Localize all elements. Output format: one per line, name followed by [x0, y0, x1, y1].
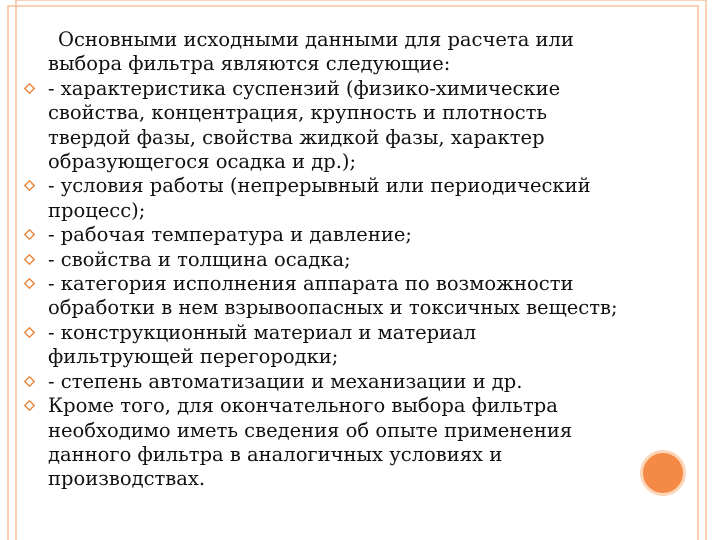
diamond-bullet-icon — [24, 327, 35, 338]
list-item — [24, 174, 624, 223]
list-item — [24, 321, 624, 370]
list-item — [24, 272, 624, 321]
list-item — [24, 394, 624, 492]
diamond-bullet-icon — [24, 180, 35, 191]
diamond-bullet-icon — [24, 229, 35, 240]
list-item-text: - степень автоматизации и механизации и др. — [48, 369, 523, 393]
list-item-text: - условия работы (непрерывный или периодический процесс); — [48, 174, 591, 222]
slide-content — [24, 28, 624, 492]
list-item-text: - свойства и толщина осадка; — [48, 247, 351, 271]
list-item-text: Кроме того, для окончательного выбора фильтра необходимо иметь сведения об опыте применения данного фильтра в аналогичных условиях и производствах. — [48, 394, 573, 491]
diamond-bullet-icon — [24, 278, 35, 289]
diamond-bullet-icon — [24, 400, 35, 411]
list-item-text: - категория исполнения аппарата по возможности обработки в нем взрывоопасных и токсичных веществ; — [48, 272, 618, 320]
list-item — [24, 223, 624, 247]
list-item — [24, 370, 624, 394]
orange-circle-ornament — [640, 450, 686, 496]
list-item-text: - характеристика суспензий (физико-химические свойства, концентрация, крупность и плотность твердой фазы, свойства жидкой фазы, характер образующегося осадка и др.); — [48, 76, 561, 174]
list-item — [24, 248, 624, 272]
diamond-bullet-icon — [24, 254, 35, 265]
bullet-list — [24, 77, 624, 492]
list-item-text: - рабочая температура и давление; — [48, 223, 412, 247]
list-item-text: - конструкционный материал и материал фильтрующей перегородки; — [48, 320, 477, 369]
list-item — [24, 77, 624, 175]
intro-paragraph: Основными исходными данными для расчета или выбора фильтра являются следующие: — [48, 28, 574, 76]
diamond-bullet-icon — [24, 376, 35, 387]
diamond-bullet-icon — [24, 83, 35, 94]
